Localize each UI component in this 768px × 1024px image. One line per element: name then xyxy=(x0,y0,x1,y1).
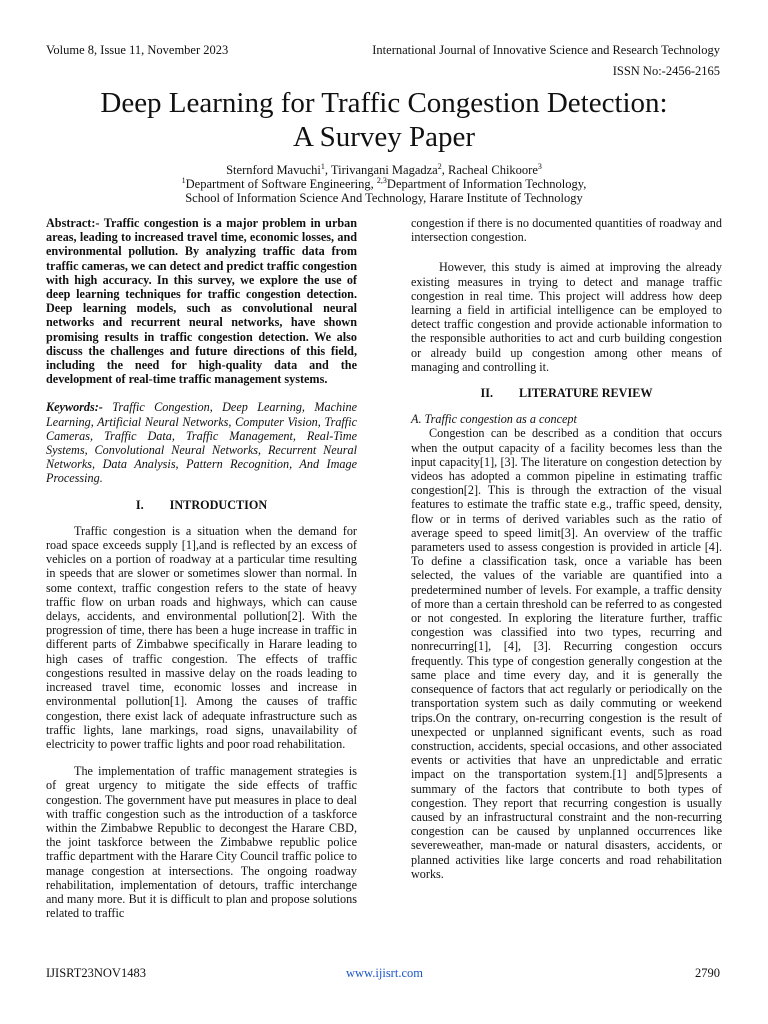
title-line-2: A Survey Paper xyxy=(292,121,476,153)
intro-paragraph-2: The implementation of traffic management strategies is of great urgency to mitigate the side effects of traffic congestion. The government have put measures in place to deal with traffic congestion such as the introduction of a taskforce within the Zimbabwe Republic to decongest the Harare CBD, the joint taskforce between the Zimbabwe republic police traffic department with the Harare City Council traffic police to manage congestion at intersections. The ongoing roadway rehabilitation, implementation of detours, traffic interchange and many more. But it is difficult to plan and propose solutions related to traffic xyxy=(46,764,357,921)
author-name: Tirivangani Magadza xyxy=(330,163,438,177)
subsection-heading-a: A. Traffic congestion as a concept xyxy=(411,412,577,427)
author-sup: 2 xyxy=(437,161,442,171)
keywords-label: Keywords:- xyxy=(46,400,103,415)
section-title: INTRODUCTION xyxy=(169,497,268,512)
keywords-text: Traffic Congestion, Deep Learning, Machine Learning, Artificial Neural Networks, Computer Vision, Traffic Cameras, Traffic Data, Traffic Management, Real-Time Systems, Convolutional Neural Networks, Recurrent Neural Networks, Data Analysis, Pattern Recognition, And Image Processing. xyxy=(46,400,357,486)
right-column xyxy=(411,216,722,881)
author-separator: , xyxy=(324,163,331,177)
footer-paper-code: IJISRT23NOV1483 xyxy=(46,966,146,980)
author-name: Sternford Mavuchi xyxy=(226,163,321,177)
author-name: Racheal Chikoore xyxy=(447,163,538,177)
page-number: 2790 xyxy=(695,966,720,980)
section-heading-literature-review xyxy=(411,386,722,400)
affiliation-dept: Department of Software Engineering, xyxy=(185,177,377,191)
left-column xyxy=(46,216,357,920)
intro-paragraph-1: Traffic congestion is a situation when the demand for road space exceeds supply [1],and is reflected by an excess of vehicles on a portion of roadway at a particular time resulting in speeds that are slower or sometimes slower than normal. In some context, traffic congestion refers to the state of heavy traffic flow on urban roads and highways, which can cause delays, accidents, and environmental pollution[2]. With the progression of time, there has been a huge increase in traffic in different parts of Zimbabwe specifically in Harare leading to high cases of traffic congestion. The effects of traffic congestions resulted in massive delay on the roads leading to increased travel time, economic losses and increase in environmental pollution[1]. Among the causes of traffic congestion, there exist lack of adequate infrastructure such as traffic lights, lane markings, road signs, unavailability of electricity to power traffic lights and poor road rehabilitation. xyxy=(46,523,357,751)
affiliation-sup: 1 xyxy=(181,175,186,185)
author-separator: , xyxy=(441,163,448,177)
affiliation-dept: Department of Information Technology, xyxy=(386,177,587,191)
affiliation-line-2: School of Information Science And Technology, Harare Institute of Technology xyxy=(185,191,583,205)
keywords xyxy=(46,400,357,485)
affiliation-sup: 2,3 xyxy=(376,175,387,185)
section-number: II. xyxy=(480,386,493,401)
abstract-text: Traffic congestion is a major problem in urban areas, leading to increased travel time, economic losses, and environmental pollution. By analyzing traffic data from traffic cameras, we can detect and predict traffic congestion with high accuracy. In this survey, we explore the use of deep learning techniques for traffic congestion detection. Deep learning models, such as convolutional neural networks and recurrent neural networks, have shown promising results in traffic congestion detection. We also discuss the challenges and future directions of this field, including the need for high-quality data and the development of real-time traffic management systems. xyxy=(46,216,358,387)
author-sup: 1 xyxy=(320,161,325,171)
literature-paragraph-1: Congestion can be described as a condition that occurs when the output capacity of a facility becomes less than the input capacity[1], [3]. The literature on congestion detection by videos has adopted a common pipeline in estimating traffic congestion[2]. This is through the extraction of the visual features to estimate the traffic state e.g., traffic speed, density, flow or in terms of derived variables such as the ratio of average speed to speed limit[3]. An overview of the traffic parameters used to assess congestion is provided in article [4]. To define a classification task, once a variable has been selected, the values of the variable are quantified into a predetermined number of levels. For example, a traffic density of more than a certain threshold can be referred to as congested or not congested. In exploring the literature further, traffic congestion was classified into two types, recurring and nonrecurring[1], [4], [3]. Recurring congestion occurs frequently. This type of congestion generally congestion at the same place and time every day, and it is generally the consequence of factors that act regularly or periodically on the transportation system such as daily commuting or weekend trips.On the contrary, on-recurring congestion is the result of unexpected or unplanned significant events, such as road construction, accidents, special occasions, and other associated events or activities that have an unpredictable and erratic impact on the transportation system.[1] and[5]presents a summary of the factors that contribute to both types of congestion. They report that recurring congestion is usually caused by an infrastructural constraint and the non-recurring congestion can be caused by unplanned occurrences like severeweather, man-made or natural disasters, accidents, or planned activities like large concerts and road rehabilitation works. xyxy=(411,426,722,881)
abstract xyxy=(46,216,357,386)
affiliation-line-1 xyxy=(0,177,768,192)
title-line-1: Deep Learning for Traffic Congestion Detection: xyxy=(100,87,668,119)
intro-paragraph-2-continued: congestion if there is no documented quantities of roadway and intersection congestion. xyxy=(411,216,722,245)
abstract-label: Abstract:- xyxy=(46,216,100,230)
section-heading-introduction xyxy=(46,498,357,512)
volume-info: Volume 8, Issue 11, November 2023 xyxy=(46,43,229,57)
journal-name: International Journal of Innovative Science and Research Technology xyxy=(372,43,720,57)
footer-url-link[interactable]: www.ijisrt.com xyxy=(346,966,423,980)
issn: ISSN No:-2456-2165 xyxy=(612,64,720,78)
author-sup: 3 xyxy=(537,161,542,171)
intro-paragraph-3: However, this study is aimed at improving the already existing measures in trying to detect and manage traffic congestion in real time. This project will address how deep learning a field in artificial intelligence can be employed to detect traffic congestion and provide actionable information to the responsible authorities to act and curb building congestion or already build up congestion among other means of managing and controlling it. xyxy=(411,260,722,374)
paper-title xyxy=(0,86,768,154)
section-number: I. xyxy=(135,497,144,512)
section-title: LITERATURE REVIEW xyxy=(519,386,653,401)
